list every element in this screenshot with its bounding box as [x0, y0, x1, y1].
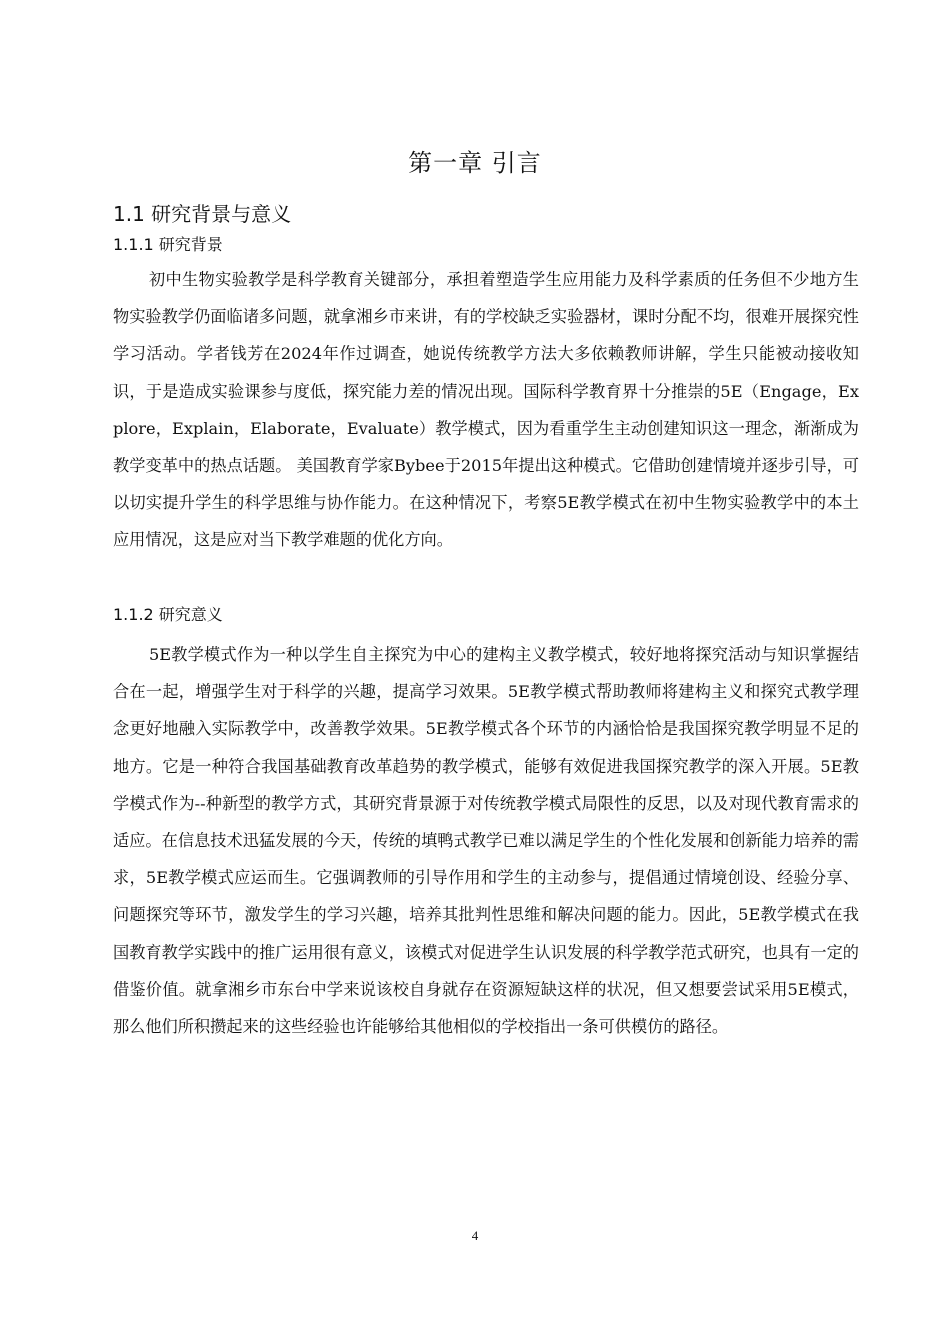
subsection-title-background: 1.1.1 研究背景 [113, 235, 223, 254]
chapter-title: 第一章 引言 [408, 149, 542, 177]
section-title: 1.1 研究背景与意义 [113, 202, 292, 226]
subsection-title-significance: 1.1.2 研究意义 [113, 605, 223, 624]
paragraph-background: 初中生物实验教学是科学教育关键部分，承担着塑造学生应用能力及科学素质的任务但不少地方生物实验教学仍面临诸多问题，就拿湘乡市来讲，有的学校缺乏实验器材，课时分配不均，很难开展探究性学习活动。学者钱芳在2024年作过调查，她说传统教学方法大多依赖教师讲解，学生只能被动接收知识，于是造成实验课参与度低，探究能力差的情况出现。国际科学教育界十分推崇的5E（Engage，Explore，Explain，Elaborate，Evaluate）教学模式，因为看重学生主动创建知识这一理念，渐渐成为教学变革中的热点话题。 美国教育学家Bybee于2015年提出这种模式。它借助创建情境并逐步引导，可以切实提升学生的科学思维与协作能力。在这种情况下，考察5E教学模式在初中生物实验教学中的本土应用情况，这是应对当下教学难题的优化方向。 [113, 270, 859, 550]
paragraph-significance: 5E教学模式作为一种以学生自主探究为中心的建构主义教学模式，较好地将探究活动与知识掌握结合在一起，增强学生对于科学的兴趣，提高学习效果。5E教学模式帮助教师将建构主义和探究式教学理念更好地融入实际教学中，改善教学效果。5E教学模式各个环节的内涵恰恰是我国探究教学明显不足的地方。它是一种符合我国基础教育改革趋势的教学模式，能够有效促进我国探究教学的深入开展。5E教学模式作为--种新型的教学方式，其研究背景源于对传统教学模式局限性的反思，以及对现代教育需求的适应。在信息技术迅猛发展的今天，传统的填鸭式教学已难以满足学生的个性化发展和创新能力培养的需求，5E教学模式应运而生。它强调教师的引导作用和学生的主动参与，提倡通过情境创设、经验分享、问题探究等环节，激发学生的学习兴趣，培养其批判性思维和解决问题的能力。因此，5E教学模式在我国教育教学实践中的推广运用很有意义，该模式对促进学生认识发展的科学教学范式研究，也具有一定的借鉴价值。就拿湘乡市东台中学来说该校自身就存在资源短缺这样的状况，但又想要尝试采用5E模式，那么他们所积攒起来的这些经验也许能够给其他相似的学校指出一条可供模仿的路径。 [113, 645, 859, 1037]
page-number: 4 [471, 1228, 479, 1243]
